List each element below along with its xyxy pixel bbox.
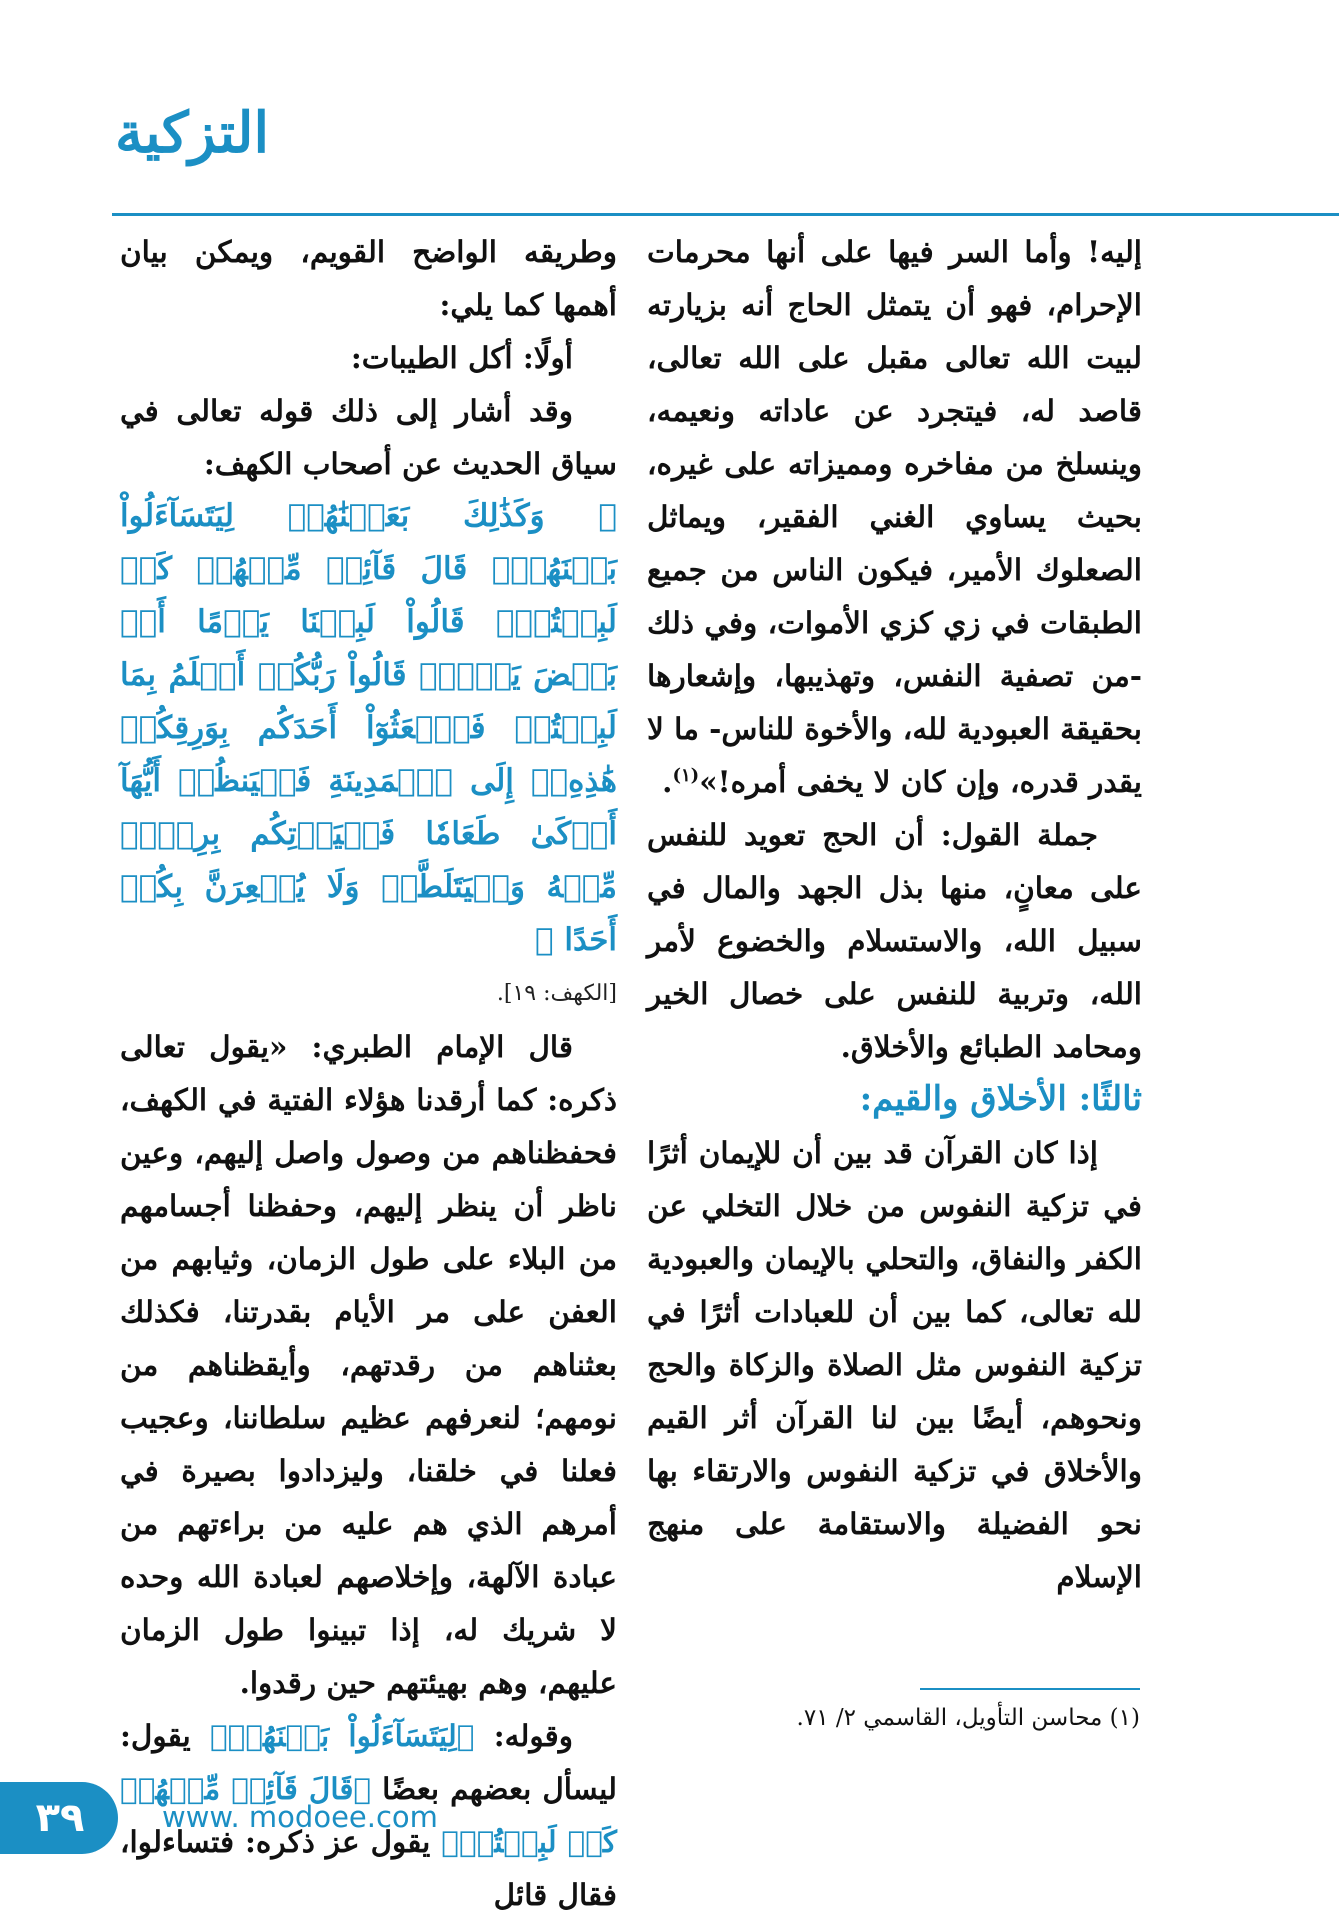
section-heading: ثالثًا: الأخلاق والقيم:	[859, 1079, 1142, 1119]
quran-inline: ﴿لِيَتَسَآءَلُواْ بَيۡنَهُمۡ﴾	[209, 1718, 475, 1753]
page-number: ٣٩	[35, 1795, 85, 1841]
paragraph: قال الإمام الطبري: «يقول تعالى ذكره: كما أرقدنا هؤلاء الفتية في الكهف، فحفظناهم من وصول واصل إليهم، وعين ناظر أن ينظر إليهم، وحفظنا أجسامهم من البلاء على طول الزمان، وثيابهم من العفن على مر الأيام بقدرتنا، فكذلك بعثناهم من رقدتهم، وأيقظناهم من نومهم؛ لنعرفهم عظيم سلطاننا، وعجيب فعلنا في خلقنا، وليزدادوا بصيرة في أمرهم الذي هم عليه من براءتهم من عبادة الآلهة، وإخلاصهم لعبادة الله وحده لا شريك له، إذا تبينوا طول الزمان عليهم، وهم بهيئتهم حين رقدوا.	[120, 1029, 617, 1700]
section-heading: أولًا: أكل الطيبات:	[350, 340, 573, 375]
paragraph-text: يقول عز ذكره: فتساءلوا، فقال قائل	[120, 1824, 617, 1912]
paragraph: وطريقه الواضح القويم، ويمكن بيان أهمها كما يلي:	[120, 234, 617, 322]
paragraph: جملة القول: أن الحج تعويد للنفس على معانٍ، منها بذل الجهد والمال في سبيل الله، والاستسلام والخضوع لأمر الله، وتربية للنفس على خصال الخير ومحامد الطبائع والأخلاق.	[647, 817, 1142, 1064]
left-column	[120, 225, 617, 1921]
footnote: (١) محاسن التأويل، القاسمي ٢/ ٧١.	[796, 1705, 1140, 1731]
paragraph	[647, 225, 1142, 808]
paragraph-end: .	[662, 764, 673, 799]
book-title: التزكية	[115, 100, 269, 166]
quran-inline: ﴿قَالَ قَآئِلٞ مِّنۡهُمۡ كَمۡ لَبِثۡتُمۡ﴾	[120, 1771, 617, 1859]
paragraph: إذا كان القرآن قد بين أن للإيمان أثرًا في تزكية النفوس من خلال التخلي عن الكفر والنفاق، والتحلي بالإيمان والعبودية لله تعالى، كما بين أن للعبادات أثرًا في تزكية النفوس مثل الصلاة والزكاة والحج ونحوهم، أيضًا بين لنا القرآن أثر القيم والأخلاق في تزكية النفوس والارتقاء بها نحو الفضيلة والاستقامة على منهج الإسلام	[647, 1135, 1142, 1594]
website-link[interactable]: www. modoee.com	[162, 1800, 438, 1834]
footnote-marker[interactable]: (١)	[672, 765, 700, 787]
paragraph-text: يقول: ليسأل بعضهم بعضًا	[120, 1718, 617, 1806]
quran-verse: ﴿ وَكَذَٰلِكَ بَعَثۡنَٰهُمۡ لِيَتَسَآءَلُواْ بَيۡنَهُمۡۚ قَالَ قَآئِلٞ مِّنۡهُمۡ كَمۡ لَبِثۡتُمۡۖ قَالُواْ لَبِثۡنَا يَوۡمًا أَوۡ بَعۡضَ يَوۡمٖۚ قَالُواْ رَبُّكُمۡ أَعۡلَمُ بِمَا لَبِثۡتُمۡ فَٱبۡعَثُوٓاْ أَحَدَكُم بِوَرِقِكُمۡ هَٰذِهِۦٓ إِلَى ٱلۡمَدِينَةِ فَلۡيَنظُرۡ أَيُّهَآ أَزۡكَىٰ طَعَامٗا فَلۡيَأۡتِكُم بِرِزۡقٖ مِّنۡهُ وَلۡيَتَلَطَّفۡ وَلَا يُشۡعِرَنَّ بِكُمۡ أَحَدًا ﴾	[120, 498, 617, 958]
header-rule	[112, 213, 1339, 216]
right-column	[647, 225, 1142, 1603]
paragraph-text: وقوله:	[493, 1718, 573, 1753]
page-header	[0, 0, 1339, 220]
paragraph-text: إليه! وأما السر فيها على أنها محرمات الإحرام، فهو أن يتمثل الحاج أنه بزيارته لبيت الله تعالى مقبل على الله تعالى، قاصد له، فيتجرد عن عاداته ونعيمه، وينسلخ من مفاخره ومميزاته على غيره، بحيث يساوي الغني الفقير، ويماثل الصعلوك الأمير، فيكون الناس من جميع الطبقات في زي كزي الأموات، وفي ذلك -من تصفية النفس، وتهذيبها، وإشعارها بحقيقة العبودية لله، والأخوة للناس- ما لا يقدر قدره، وإن كان لا يخفى أمره!»	[647, 234, 1142, 799]
quran-reference: [الكهف: ١٩].	[496, 981, 617, 1006]
footnote-rule	[920, 1688, 1140, 1690]
paragraph: وقد أشار إلى ذلك قوله تعالى في سياق الحديث عن أصحاب الكهف:	[120, 393, 617, 481]
